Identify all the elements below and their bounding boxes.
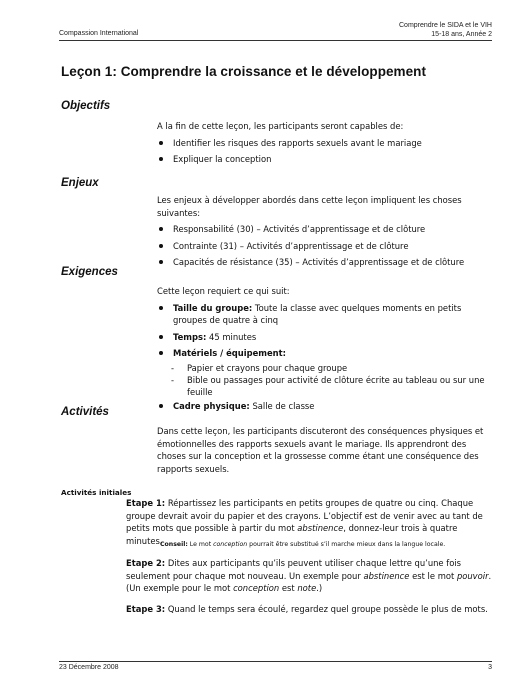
sublist-item: - Bible ou passages pour activité de clôture écrite au tableau ou sur une feuille: [171, 374, 485, 397]
header-org: Compassion International: [59, 30, 139, 37]
etape-3: Etape 3: Quand le temps sera écoulé, regardez quel groupe possède le plus de mots.: [126, 604, 488, 614]
activites-text: Dans cette leçon, les participants discuteront des conséquences physiques et émotionnelles des rapports sexuels avant le mariage. Ils apprendront des choses sur la conception et la grossesse comme étant une conséquence des rapports sexuels.: [157, 426, 484, 474]
footer-divider: [59, 661, 492, 662]
exigences-list-end: [157, 400, 492, 413]
list-item: Contrainte (31) – Activités d’apprentissage et de clôture: [157, 240, 492, 253]
dash-icon: -: [171, 362, 175, 373]
bullet-icon: [159, 157, 163, 161]
header-course: [399, 21, 492, 39]
list-item: Temps: 45 minutes: [157, 331, 492, 344]
header-course-line1: Comprendre le SIDA et le VIH: [399, 22, 492, 29]
list-item: Capacités de résistance (35) – Activités d’apprentissage et de clôture: [157, 256, 492, 269]
enjeux-intro: Les enjeux à développer abordés dans cette leçon impliquent les choses suivantes:: [157, 195, 462, 218]
bullet-icon: [159, 335, 163, 339]
enjeux-block: [157, 194, 492, 273]
list-item: Cadre physique: Salle de classe: [157, 400, 492, 413]
etape-2: Etape 2: Dites aux participants qu’ils peuvent utiliser chaque lettre qu’une fois seulement pour chaque mot nouveau. Un exemple pour abstinence est le mot pouvoir. (Un exemple pour le mot conception est note.): [126, 558, 492, 593]
bullet-icon: [159, 260, 163, 264]
bullet-icon: [159, 404, 163, 408]
conseil-note: Conseil: Le mot conception pourrait être substitué s’il marche mieux dans la langue locale.: [160, 541, 446, 548]
footer-date: 23 Décembre 2008: [59, 664, 119, 671]
etape-1: Etape 1: Répartissez les participants en petits groupes de quatre ou cinq. Chaque groupe devrait avoir du papier et des crayons. L’objectif est de venir avec au tant de petits mots que possible à partir du mot abstinence, donnez-leur trois à quatre minutes.: [126, 498, 483, 546]
exigences-intro: Cette leçon requiert ce qui suit:: [157, 286, 290, 296]
objectifs-list: [157, 137, 492, 166]
materiels-sublist: [157, 362, 492, 398]
exigences-list: [157, 302, 492, 360]
bullet-icon: [159, 351, 163, 355]
sublist-item: - Papier et crayons pour chaque groupe: [171, 362, 348, 373]
header-course-line2: 15-18 ans, Année 2: [431, 31, 492, 38]
subheading-activites-initiales: Activités initiales: [61, 488, 132, 497]
list-item: Expliquer la conception: [157, 153, 492, 166]
objectifs-intro: A la fin de cette leçon, les participants seront capables de:: [157, 121, 404, 131]
bullet-icon: [159, 244, 163, 248]
section-heading-exigences: Exigences: [61, 266, 118, 278]
section-heading-enjeux: Enjeux: [61, 177, 99, 189]
list-item: Taille du groupe: Toute la classe avec quelques moments en petits groupes de quatre à cinq: [157, 302, 492, 327]
list-item: Identifier les risques des rapports sexuels avant le mariage: [157, 137, 492, 150]
page-number: 3: [488, 664, 492, 671]
list-item: Responsabilité (30) – Activités d’apprentissage et de clôture: [157, 223, 492, 236]
list-item: Matériels / équipement:: [157, 347, 492, 360]
enjeux-list: [157, 223, 492, 269]
bullet-icon: [159, 227, 163, 231]
header-divider: [59, 40, 492, 41]
bullet-icon: [159, 306, 163, 310]
section-heading-activites: Activités: [61, 406, 109, 418]
objectifs-block: [157, 120, 492, 170]
page-title: Leçon 1: Comprendre la croissance et le développement: [61, 64, 427, 79]
exigences-block: [157, 285, 492, 416]
dash-icon: -: [171, 374, 175, 385]
bullet-icon: [159, 141, 163, 145]
section-heading-objectifs: Objectifs: [61, 100, 111, 112]
